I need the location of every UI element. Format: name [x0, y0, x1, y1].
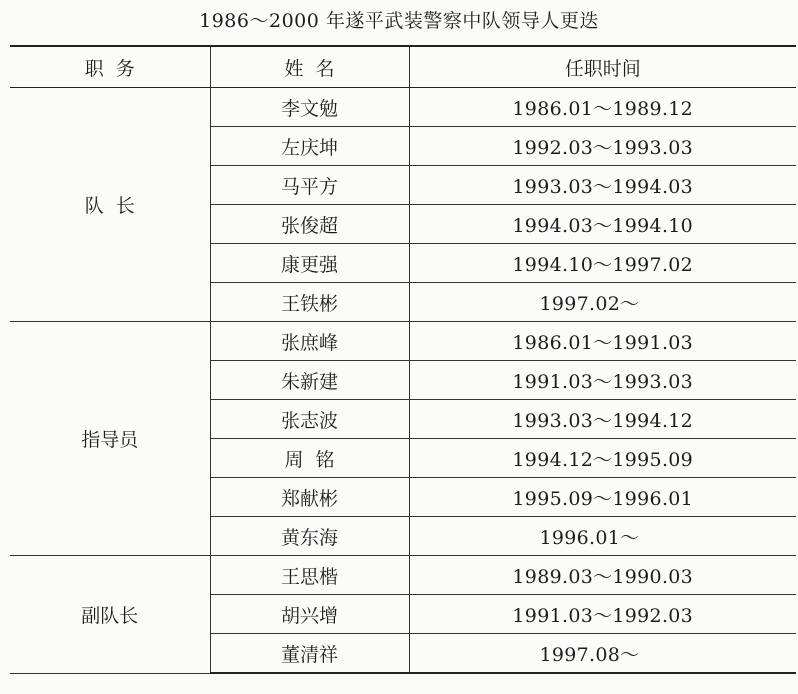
- leadership-table: [10, 45, 796, 674]
- table-body: [10, 88, 796, 674]
- name-cell: 李文勉: [210, 88, 409, 127]
- term-cell: 1991.03～1992.03: [409, 595, 796, 634]
- table-row: [10, 556, 796, 595]
- header-role: 职 务: [10, 46, 210, 88]
- name-cell: 胡兴增: [210, 595, 409, 634]
- name-cell: 王铁彬: [210, 283, 409, 322]
- name-cell: 张庶峰: [210, 322, 409, 361]
- table-title: 1986～2000 年遂平武装警察中队领导人更迭: [199, 10, 599, 32]
- name-cell: 郑献彬: [210, 478, 409, 517]
- header-term: 任职时间: [409, 46, 796, 88]
- term-cell: 1986.01～1991.03: [409, 322, 796, 361]
- term-cell: 1991.03～1993.03: [409, 361, 796, 400]
- term-cell: 1997.08～: [409, 634, 796, 674]
- role-cell: 指导员: [10, 322, 210, 556]
- name-cell: 左庆坤: [210, 127, 409, 166]
- term-cell: 1992.03～1993.03: [409, 127, 796, 166]
- name-cell: 张志波: [210, 400, 409, 439]
- term-cell: 1996.01～: [409, 517, 796, 556]
- name-cell: 王思楷: [210, 556, 409, 595]
- name-cell: 张俊超: [210, 205, 409, 244]
- name-cell: 朱新建: [210, 361, 409, 400]
- term-cell: 1989.03～1990.03: [409, 556, 796, 595]
- name-cell: 周 铭: [210, 439, 409, 478]
- role-cell: 副队长: [10, 556, 210, 674]
- name-cell: 董清祥: [210, 634, 409, 674]
- name-cell: 康更强: [210, 244, 409, 283]
- header-row: [10, 46, 796, 88]
- header-name: 姓 名: [210, 46, 409, 88]
- term-cell: 1993.03～1994.12: [409, 400, 796, 439]
- name-cell: 马平方: [210, 166, 409, 205]
- table-row: [10, 322, 796, 361]
- term-cell: 1995.09～1996.01: [409, 478, 796, 517]
- table-row: [10, 88, 796, 127]
- name-cell: 黄东海: [210, 517, 409, 556]
- term-cell: 1994.03～1994.10: [409, 205, 796, 244]
- term-cell: 1986.01～1989.12: [409, 88, 796, 127]
- term-cell: 1993.03～1994.03: [409, 166, 796, 205]
- term-cell: 1994.12～1995.09: [409, 439, 796, 478]
- term-cell: 1994.10～1997.02: [409, 244, 796, 283]
- term-cell: 1997.02～: [409, 283, 796, 322]
- role-cell: 队 长: [10, 88, 210, 322]
